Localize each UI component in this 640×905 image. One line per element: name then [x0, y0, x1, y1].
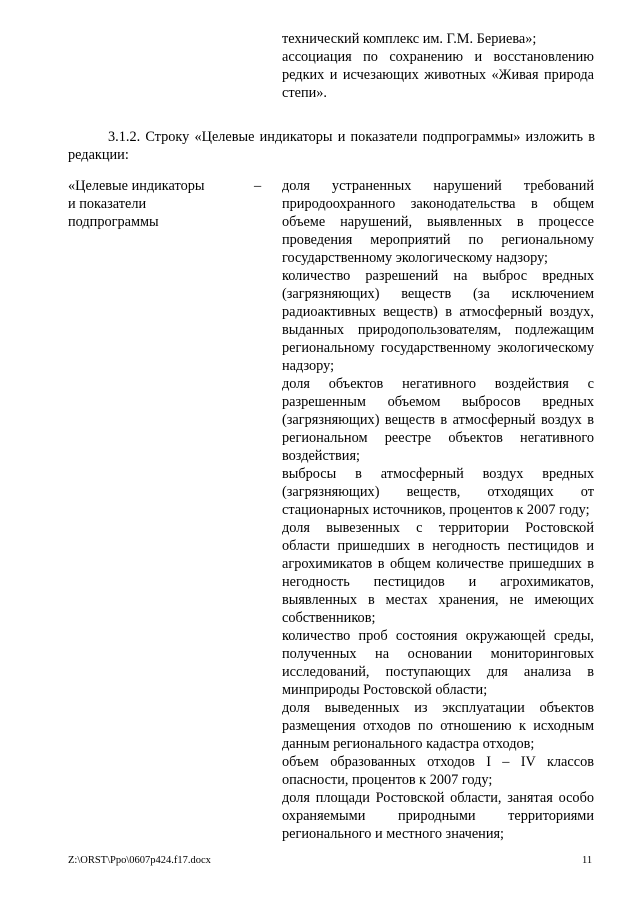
label-dash: – [254, 178, 262, 194]
indicator-item: количество проб состояния окружающей среды, полученных на основании мониторинговых исследований, поступающих для анализа в минприроды Ростовской области; [282, 628, 594, 698]
indicator-item: доля площади Ростовской области, занятая особо охраняемыми природными территориями регионального и местного значения; [282, 790, 594, 842]
section-paragraph: 3.1.2. Строку «Целевые индикаторы и показатели подпрограммы» изложить в редакции: [68, 129, 595, 163]
top-block-line: технический комплекс им. Г.М. Бериева»; [282, 31, 537, 47]
indicator-item: выбросы в атмосферный воздух вредных (загрязняющих) веществ, отходящих от стационарных источников, процентов к 2007 году; [282, 466, 594, 518]
indicator-list [282, 177, 594, 843]
indicator-label: «Целевые индикаторы и показатели подпрограммы [68, 178, 205, 230]
indicator-item: доля выведенных из эксплуатации объектов размещения отходов по отношению к исходным данным регионального кадастра отходов; [282, 700, 594, 752]
top-block-line: ассоциация по сохранению и восстановлению редких и исчезающих животных «Живая природа степи». [282, 49, 594, 101]
indicator-item: доля вывезенных с территории Ростовской области пришедших в негодность пестицидов и агрохимикатов в общем количестве пришедших в негодность пестицидов и агрохимикатов, выявленных в местах хранения, не имеющих собственников; [282, 520, 594, 626]
top-block [282, 30, 594, 102]
indicator-item: количество разрешений на выброс вредных (загрязняющих) веществ (за исключением радиоактивных веществ) в атмосферный воздух, выданных природопользователям, подлежащим региональному государственному экологическому надзору; [282, 268, 594, 374]
indicator-item: доля устраненных нарушений требований природоохранного законодательства в общем объеме нарушений, выявленных в процессе проведения мероприятий по региональному государственному экологическому надзору; [282, 178, 594, 266]
indicator-item: доля объектов негативного воздействия с разрешенным объемом выбросов вредных (загрязняющих) веществ в атмосферный воздух в региональном реестре объектов негативного воздействия; [282, 376, 594, 464]
footer-file-path: Z:\ORST\Ppo\0607p424.f17.docx [68, 855, 211, 866]
indicator-item: объем образованных отходов I – IV классов опасности, процентов к 2007 году; [282, 754, 594, 788]
page-number: 11 [582, 855, 593, 866]
